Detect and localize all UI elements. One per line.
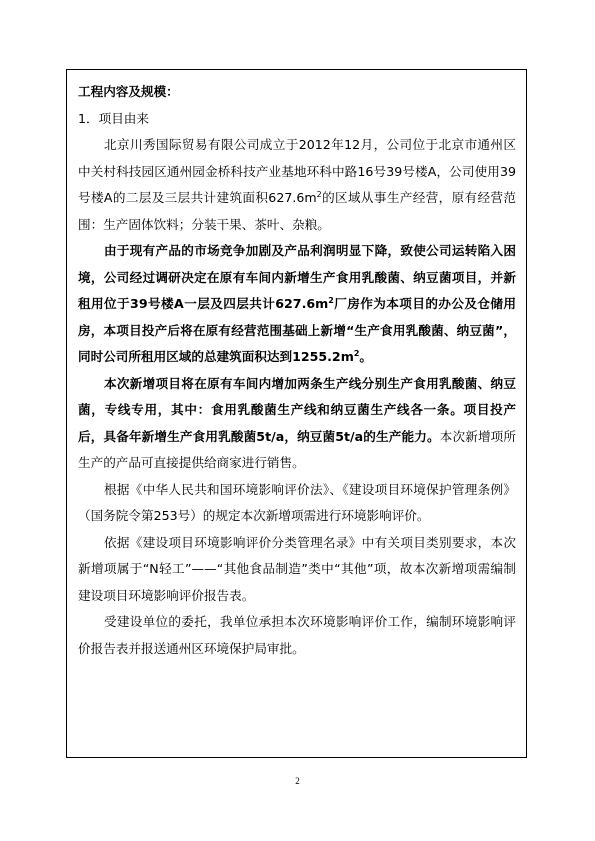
paragraph-classification: 依据《建设项目环境影响评价分类管理名录》中有关项目类别要求，本次新增项属于“N轻工”——“其他食品制造”类中“其他”项，故本次新增项需编制建设项目环境影响评价报告表。 [78,534,516,603]
paragraph-project-reason [78,238,516,371]
superscript: 2 [316,189,322,199]
paragraph-text: 的区域从事生产经营，原有经营范围：生产固体饮料；分装干果、茶叶、杂粮。 [78,190,517,232]
page-number: 2 [295,776,300,786]
superscript: 2 [353,348,360,358]
subsection-heading: 1．项目由来 [78,110,149,126]
paragraph-text: 本次新增项所生产的产品可直接提供给商家进行销售。 [78,428,517,470]
section-heading: 工程内容及规模： [78,84,179,99]
paragraph-new-lines [78,371,516,477]
paragraph-commission: 受建设单位的委托，我单位承担本次环境影响评价工作，编制环境影响评价报告表并报送通州区环境保护局审批。 [78,614,516,656]
paragraph-text-bold: 本次新增项目将在原有车间内增加两条生产线分别生产食用乳酸菌、纳豆菌，专线专用，其中：食用乳酸菌生产线和纳豆菌生产线各一条。项目投产后，具备年新增生产食用乳酸菌5t/a，纳豆菌5t/a的生产能力。 [78,375,516,444]
paragraph-text: 由于现有产品的市场竞争加剧及产品利润明显下降，致使公司运转陷入困境，公司经过调研决定在原有车间内新增生产食用乳酸菌、纳豆菌项目，并新租用位于39号楼A一层及四层共计627.6m [78,243,516,311]
paragraph-text: 。 [359,349,372,364]
paragraph-text: 北京川秀国际贸易有限公司成立于2012年12月，公司位于北京市通州区中关村科技园区通州园金桥科技产业基地环科中路16号39号楼A，公司使用39号楼A的二层及三层共计建筑面积627.6m [78,137,516,205]
paragraph-legal-basis: 根据《中华人民共和国环境影响评价法》、《建设项目环境保护管理条例》（国务院令第253号）的规定本次新增项需进行环境影响评价。 [78,481,516,523]
paragraph-company-intro [78,132,516,238]
superscript: 2 [328,295,334,305]
document-body [78,79,516,662]
paragraph-text: 厂房作为本项目的办公及仓储用房，本项目投产后将在原有经营范围基础上新增“生产食用乳酸菌、纳豆菌”，同时公司所租用区域的总建筑面积达到1255.2m [78,296,517,364]
